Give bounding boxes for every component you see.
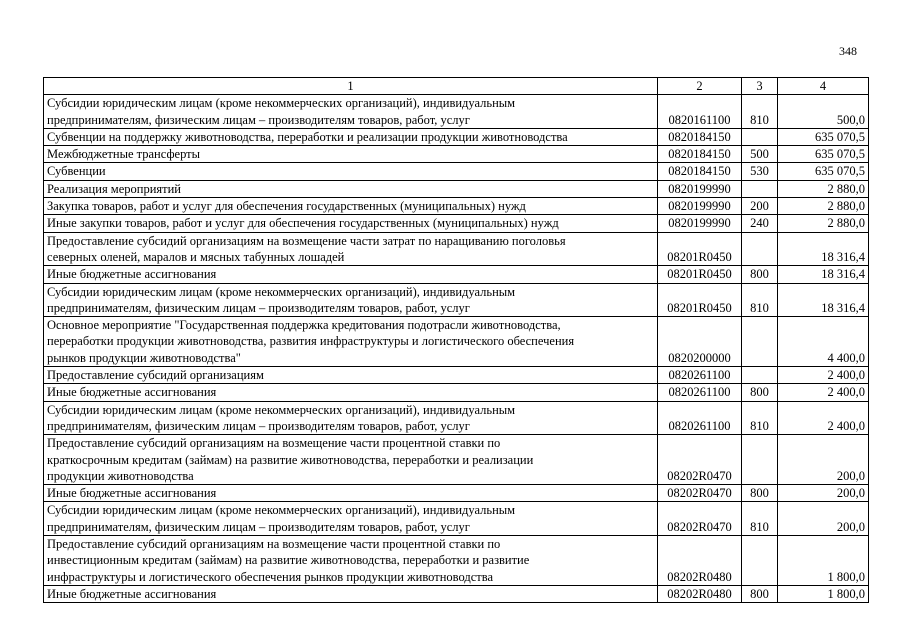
table-row <box>44 163 869 180</box>
row-amount: 2 880,0 <box>778 180 869 197</box>
row-name: Предоставление субсидий организациям на возмещение части процентной ставки по краткосрочным кредитам (займам) на развитие животноводства, переработки и реализации продукции животноводства <box>44 435 658 485</box>
table-header-row <box>44 78 869 95</box>
row-expense-type: 810 <box>742 283 778 317</box>
row-name: Субсидии юридическим лицам (кроме некоммерческих организаций), индивидуальным предпринимателям, физическим лицам – производителям товаров, работ, услуг <box>44 95 658 129</box>
table-row <box>44 180 869 197</box>
row-amount: 635 070,5 <box>778 146 869 163</box>
budget-table <box>43 77 869 603</box>
row-amount: 18 316,4 <box>778 266 869 283</box>
row-code: 0820199990 <box>658 198 742 215</box>
row-expense-type: 810 <box>742 502 778 536</box>
row-name: Иные бюджетные ассигнования <box>44 384 658 401</box>
row-expense-type <box>742 435 778 485</box>
row-amount: 200,0 <box>778 485 869 502</box>
row-expense-type <box>742 232 778 266</box>
table-row <box>44 146 869 163</box>
row-code: 0820199990 <box>658 215 742 232</box>
row-expense-type: 810 <box>742 401 778 435</box>
row-amount: 200,0 <box>778 435 869 485</box>
row-expense-type: 530 <box>742 163 778 180</box>
row-name: Иные бюджетные ассигнования <box>44 485 658 502</box>
table-row <box>44 435 869 485</box>
table-row <box>44 95 869 129</box>
row-expense-type: 500 <box>742 146 778 163</box>
row-name: Реализация мероприятий <box>44 180 658 197</box>
row-expense-type: 240 <box>742 215 778 232</box>
row-expense-type <box>742 180 778 197</box>
table-row <box>44 367 869 384</box>
row-name: Закупка товаров, работ и услуг для обеспечения государственных (муниципальных) нужд <box>44 198 658 215</box>
table-row <box>44 198 869 215</box>
row-code: 08201R0450 <box>658 232 742 266</box>
table-row <box>44 384 869 401</box>
row-name: Предоставление субсидий организациям на возмещение части процентной ставки по инвестиционным кредитам (займам) на развитие животноводства, переработки и развитие инфраструктуры и логистического обеспечения рынков продукции животноводства <box>44 536 658 586</box>
row-code: 0820184150 <box>658 146 742 163</box>
row-code: 0820200000 <box>658 317 742 367</box>
row-amount: 18 316,4 <box>778 232 869 266</box>
row-code: 08202R0470 <box>658 485 742 502</box>
row-code: 08202R0470 <box>658 502 742 536</box>
row-name: Субвенции <box>44 163 658 180</box>
table-row <box>44 266 869 283</box>
row-expense-type: 800 <box>742 384 778 401</box>
row-name: Основное мероприятие "Государственная поддержка кредитования подотрасли животноводства, переработки продукции животноводства, развития инфраструктуры и логистического обеспечения рынков продукции животноводства" <box>44 317 658 367</box>
row-amount: 200,0 <box>778 502 869 536</box>
row-name: Субвенции на поддержку животноводства, переработки и реализации продукции животноводства <box>44 128 658 145</box>
row-name: Субсидии юридическим лицам (кроме некоммерческих организаций), индивидуальным предпринимателям, физическим лицам – производителям товаров, работ, услуг <box>44 401 658 435</box>
row-amount: 4 400,0 <box>778 317 869 367</box>
table-row <box>44 128 869 145</box>
row-name: Субсидии юридическим лицам (кроме некоммерческих организаций), индивидуальным предпринимателям, физическим лицам – производителям товаров, работ, услуг <box>44 502 658 536</box>
row-name: Предоставление субсидий организациям на возмещение части затрат по наращиванию поголовья северных оленей, маралов и мясных табунных лошадей <box>44 232 658 266</box>
row-expense-type: 800 <box>742 485 778 502</box>
row-code: 0820199990 <box>658 180 742 197</box>
row-code: 08202R0470 <box>658 435 742 485</box>
row-amount: 2 880,0 <box>778 198 869 215</box>
row-code: 08202R0480 <box>658 536 742 586</box>
row-code: 0820261100 <box>658 367 742 384</box>
column-header-3: 3 <box>742 78 778 95</box>
row-code: 0820261100 <box>658 384 742 401</box>
row-amount: 1 800,0 <box>778 585 869 602</box>
row-name: Иные бюджетные ассигнования <box>44 266 658 283</box>
row-code: 08201R0450 <box>658 283 742 317</box>
row-expense-type: 800 <box>742 585 778 602</box>
column-header-2: 2 <box>658 78 742 95</box>
table-row <box>44 502 869 536</box>
row-amount: 635 070,5 <box>778 128 869 145</box>
table-row <box>44 401 869 435</box>
row-expense-type: 800 <box>742 266 778 283</box>
row-amount: 635 070,5 <box>778 163 869 180</box>
table-row <box>44 536 869 586</box>
row-code: 0820161100 <box>658 95 742 129</box>
row-expense-type: 810 <box>742 95 778 129</box>
row-amount: 2 400,0 <box>778 401 869 435</box>
row-amount: 2 880,0 <box>778 215 869 232</box>
row-name: Субсидии юридическим лицам (кроме некоммерческих организаций), индивидуальным предпринимателям, физическим лицам – производителям товаров, работ, услуг <box>44 283 658 317</box>
table-row <box>44 585 869 602</box>
row-amount: 2 400,0 <box>778 367 869 384</box>
table-row <box>44 232 869 266</box>
row-amount: 500,0 <box>778 95 869 129</box>
row-code: 0820184150 <box>658 163 742 180</box>
column-header-4: 4 <box>778 78 869 95</box>
page-number: 348 <box>839 44 857 58</box>
row-expense-type <box>742 317 778 367</box>
row-amount: 18 316,4 <box>778 283 869 317</box>
table-body <box>44 95 869 603</box>
row-name: Межбюджетные трансферты <box>44 146 658 163</box>
row-expense-type <box>742 367 778 384</box>
row-code: 08201R0450 <box>658 266 742 283</box>
table-row <box>44 485 869 502</box>
row-code: 08202R0480 <box>658 585 742 602</box>
column-header-1: 1 <box>44 78 658 95</box>
row-amount: 2 400,0 <box>778 384 869 401</box>
row-name: Иные закупки товаров, работ и услуг для обеспечения государственных (муниципальных) нужд <box>44 215 658 232</box>
table-row <box>44 215 869 232</box>
row-code: 0820184150 <box>658 128 742 145</box>
table-row <box>44 283 869 317</box>
row-expense-type: 200 <box>742 198 778 215</box>
row-code: 0820261100 <box>658 401 742 435</box>
row-expense-type <box>742 536 778 586</box>
row-expense-type <box>742 128 778 145</box>
table-row <box>44 317 869 367</box>
row-name: Предоставление субсидий организациям <box>44 367 658 384</box>
row-amount: 1 800,0 <box>778 536 869 586</box>
row-name: Иные бюджетные ассигнования <box>44 585 658 602</box>
